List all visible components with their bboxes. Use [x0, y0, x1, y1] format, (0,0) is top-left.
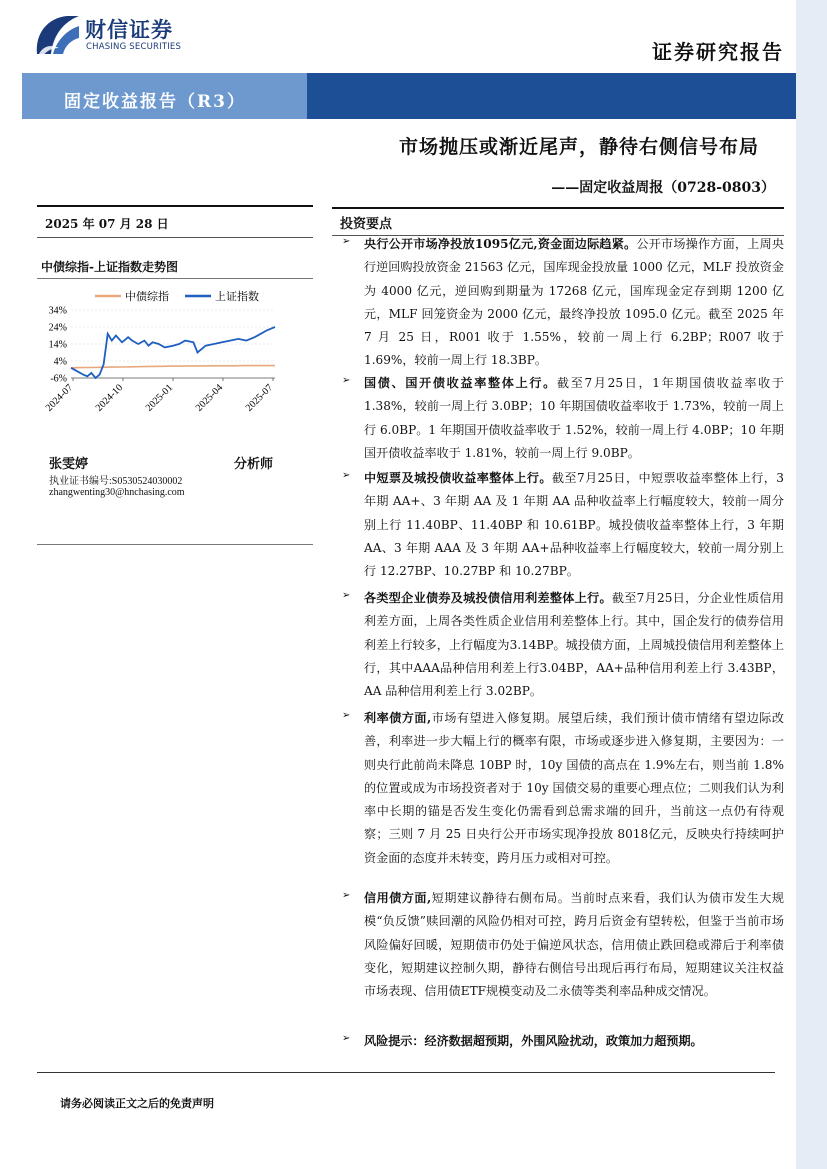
right-side-strip: [796, 0, 827, 1169]
y-tick-label: -6%: [50, 373, 67, 385]
analyst-email-link[interactable]: zhangwenting30@hnchasing.com: [49, 487, 185, 498]
investment-points-column: [332, 207, 784, 236]
point-body: 市场有望进入修复期。展望后续，我们预计债市情绪有望边际改善，利率进一步大幅上行的概率有限，市场或逐步进入修复期，主要因为：一则央行此前尚未降息 10BP 时，10y 国债的高点在 1.9%左右，则当前 1.8%的位置或成为市场投资者对于 10y 国债交易的重要心理点位；二则我们认为利率中长期的锚是否发生变化仍需看到总需求端的回升，当前这一点仍有待观察；三则 7 月 25 日央行公开市场实现净投放 8018亿元，反映央行持续呵护资金面的态度并未转变，跨月压力或相对可控。: [364, 711, 784, 865]
point-body: 公开市场操作方面，上周央行逆回购投放资金 21563 亿元，国库现金投放量 1000 亿元，MLF 投放资金为 4000 亿元，逆回购到期量为 17268 亿元，国库现金定存到期 1200 亿元，MLF 回笼资金为 2000 亿元，最终净投放 1095.0 亿元。截至 2025 年 7 月 25 日，R001 收于 1.55%，较前一周上行 6.2BP；R007 收于 1.69%，较前一周上行 18.3BP。: [364, 237, 784, 368]
point-text: [364, 707, 784, 870]
banner-text: 固定收益报告（R3）: [64, 92, 246, 112]
point-text: [364, 372, 784, 465]
analyst-role: 分析师: [233, 457, 273, 472]
chart-svg: [37, 280, 313, 440]
point-text: [364, 587, 784, 703]
point-text: [364, 233, 784, 373]
point-text: [364, 467, 784, 583]
point-body: 截至7月25日，分企业性质信用利差方面，上周各类性质企业信用利差整体上行。其中，国企发行的债券信用利差上行较多，上行幅度为3.14BP。城投债方面，上周城投债信用利差整体上行，其中AAA品种信用利差上行3.04BP，AA+品种信用利差上行 3.43BP，AA 品种信用利差上行 3.02BP。: [364, 591, 784, 699]
x-tick-label: 2024-10: [93, 382, 126, 414]
point-body: 短期建议静待右侧布局。当前时点来看，我们认为债市发生大规模“负反馈”赎回潮的风险仍相对可控，跨月后资金有望转松，但鉴于当前市场风险偏好回暖，短期债市仍处于偏逆风状态，信用债止跌回稳或滞后于利率债变化，短期建议控制久期，静待右侧信号出现后再行布局，短期建议关注权益市场表现、信用债ETF规模变动及二永债等类利率品种成交情况。: [364, 891, 784, 999]
arrow-bullet-icon: ➢: [342, 890, 351, 901]
investment-points-header: 投资要点: [332, 207, 784, 236]
point-item: [342, 233, 784, 373]
point-item: [342, 467, 784, 583]
chart-legend: [95, 289, 259, 303]
point-body: 截至7月25日，中短票收益率整体上行，3 年期 AA+、3 年期 AA 及 1 年期 AA 品种收益率上行幅度较大，较前一周分别上行 11.40BP、11.40BP 和 10.61BP。城投债收益率整体上行，3 年期 AA、3 年期 AAA 及 3 年期 AA+品种收益率上行幅度较大，较前一周分别上行 12.27BP、10.27BP 和 10.27BP。: [364, 471, 784, 579]
point-body: 截至7月25日，1年期国债收益率收于 1.38%，较前一周上行 3.0BP；10 年期国债收益率收于 1.73%，较前一周上行 6.0BP。1 年期国开债收益率收于 1.52%，较前一周上行 4.0BP；10 年期国开债收益率收于 1.81%，较前一周上行 9.0BP。: [364, 376, 784, 460]
logo-emblem-icon: [33, 14, 81, 58]
x-tick-label: 2025-01: [143, 382, 176, 414]
point-lead: 各类型企业债券及城投债信用利差整体上行。: [364, 591, 612, 605]
point-item: [342, 1030, 784, 1053]
report-title: 市场抛压或渐近尾声，静待右侧信号布局: [398, 136, 759, 158]
analyst-info: [37, 450, 313, 545]
y-tick-label: 34%: [48, 305, 67, 317]
x-tick-label: 2025-07: [243, 382, 276, 414]
banner-light-block: [22, 73, 307, 119]
report-type-label: 证券研究报告: [652, 40, 784, 64]
analyst-name: 张雯婷: [49, 457, 89, 472]
x-axis-ticks: [44, 378, 275, 414]
index-trend-chart: [37, 280, 313, 440]
series-line-sse-index: [71, 327, 275, 378]
y-tick-label: 14%: [48, 339, 67, 351]
arrow-bullet-icon: ➢: [342, 470, 351, 481]
y-axis-ticks: [49, 306, 67, 385]
point-text: [364, 887, 784, 1003]
company-logo: [33, 14, 193, 58]
left-column: [37, 205, 313, 238]
point-item: [342, 887, 784, 1003]
arrow-bullet-icon: ➢: [342, 590, 351, 601]
footer-divider: [37, 1072, 775, 1073]
arrow-bullet-icon: ➢: [342, 375, 351, 386]
analyst-certificate: 执业证书编号:S0530524030002: [49, 476, 183, 487]
report-subtitle: ——固定收益周报（0728-0803）: [551, 180, 775, 196]
chart-series: [71, 327, 275, 378]
point-lead: 央行公开市场净投放1095亿元,资金面边际趋紧。: [364, 237, 637, 251]
arrow-bullet-icon: ➢: [342, 1033, 351, 1044]
arrow-bullet-icon: ➢: [342, 710, 351, 721]
legend-label-bond: 中债综指: [125, 290, 169, 303]
point-lead: 中短票及城投债收益率整体上行。: [364, 471, 552, 485]
x-tick-label: 2025-04: [193, 382, 226, 414]
report-date: 2025 年 07 月 28 日: [37, 205, 313, 238]
risk-warning: 风险提示：经济数据超预期，外围风险扰动，政策加力超预期。: [364, 1034, 703, 1048]
point-item: [342, 372, 784, 465]
point-item: [342, 587, 784, 703]
point-text: [364, 1030, 784, 1053]
y-tick-label: 4%: [53, 356, 67, 368]
point-item: [342, 707, 784, 870]
point-lead: 信用债方面,: [364, 891, 432, 905]
point-lead: 利率债方面,: [364, 711, 432, 725]
chart-title: 中债综指-上证指数走势图: [37, 258, 313, 279]
disclaimer-note: 请务必阅读正文之后的免责声明: [60, 1097, 214, 1110]
logo-english-text: CHASING SECURITIES: [86, 42, 182, 52]
logo-chinese-text: 财信证券: [85, 18, 173, 42]
legend-label-sse: 上证指数: [215, 290, 259, 303]
point-lead: 国债、国开债收益率整体上行。: [364, 376, 557, 390]
report-category-banner: [22, 73, 796, 119]
arrow-bullet-icon: ➢: [342, 236, 351, 247]
y-tick-label: 24%: [48, 322, 67, 334]
x-tick-label: 2024-07: [43, 382, 76, 414]
